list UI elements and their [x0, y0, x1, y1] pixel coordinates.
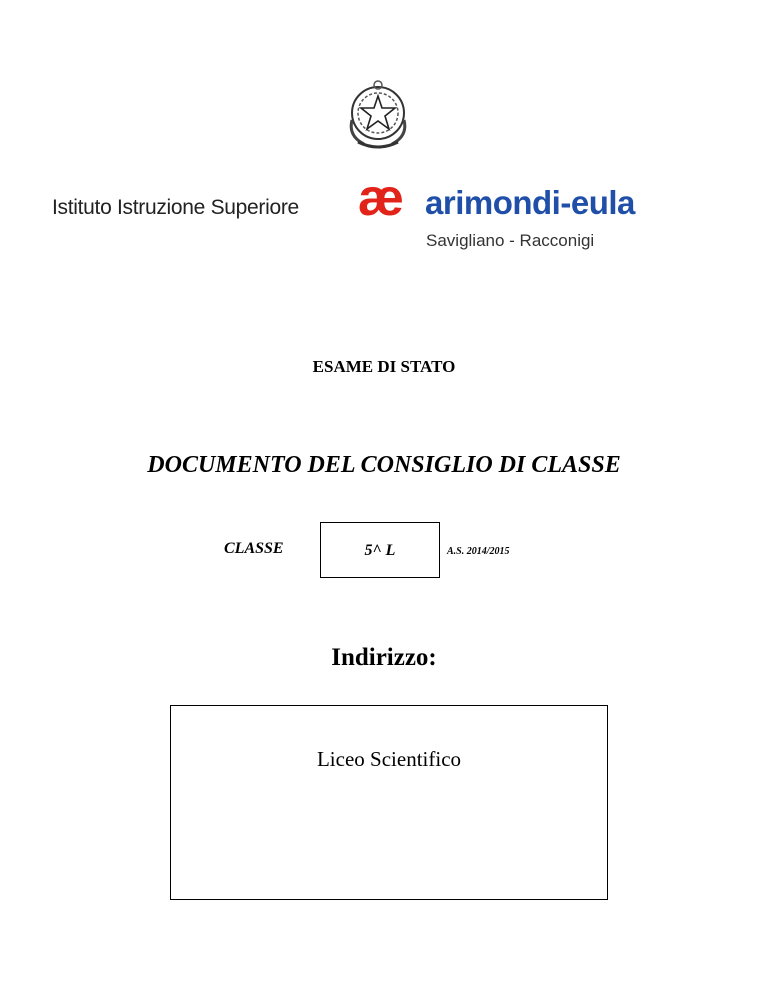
class-label: CLASSE [224, 540, 284, 557]
school-year: A.S. 2014/2015 [447, 546, 510, 557]
class-value-box [320, 522, 440, 578]
class-value: 5^ L [364, 542, 396, 559]
exam-title: ESAME DI STATO [312, 357, 456, 376]
brand-subtitle: Savigliano - Racconigi [426, 231, 595, 250]
indirizzo-box [170, 705, 608, 900]
ae-logo-icon [343, 174, 419, 226]
ae-logo-glyph: æ [357, 174, 405, 226]
indirizzo-value: Liceo Scientifico [316, 747, 462, 771]
italian-republic-emblem-icon [340, 78, 416, 154]
indirizzo-title: Indirizzo: [331, 644, 437, 671]
brand-name: arimondi-eula [425, 184, 635, 221]
document-title: DOCUMENTO DEL CONSIGLIO DI CLASSE [147, 452, 621, 478]
institute-prefix: Istituto Istruzione Superiore [52, 196, 299, 219]
